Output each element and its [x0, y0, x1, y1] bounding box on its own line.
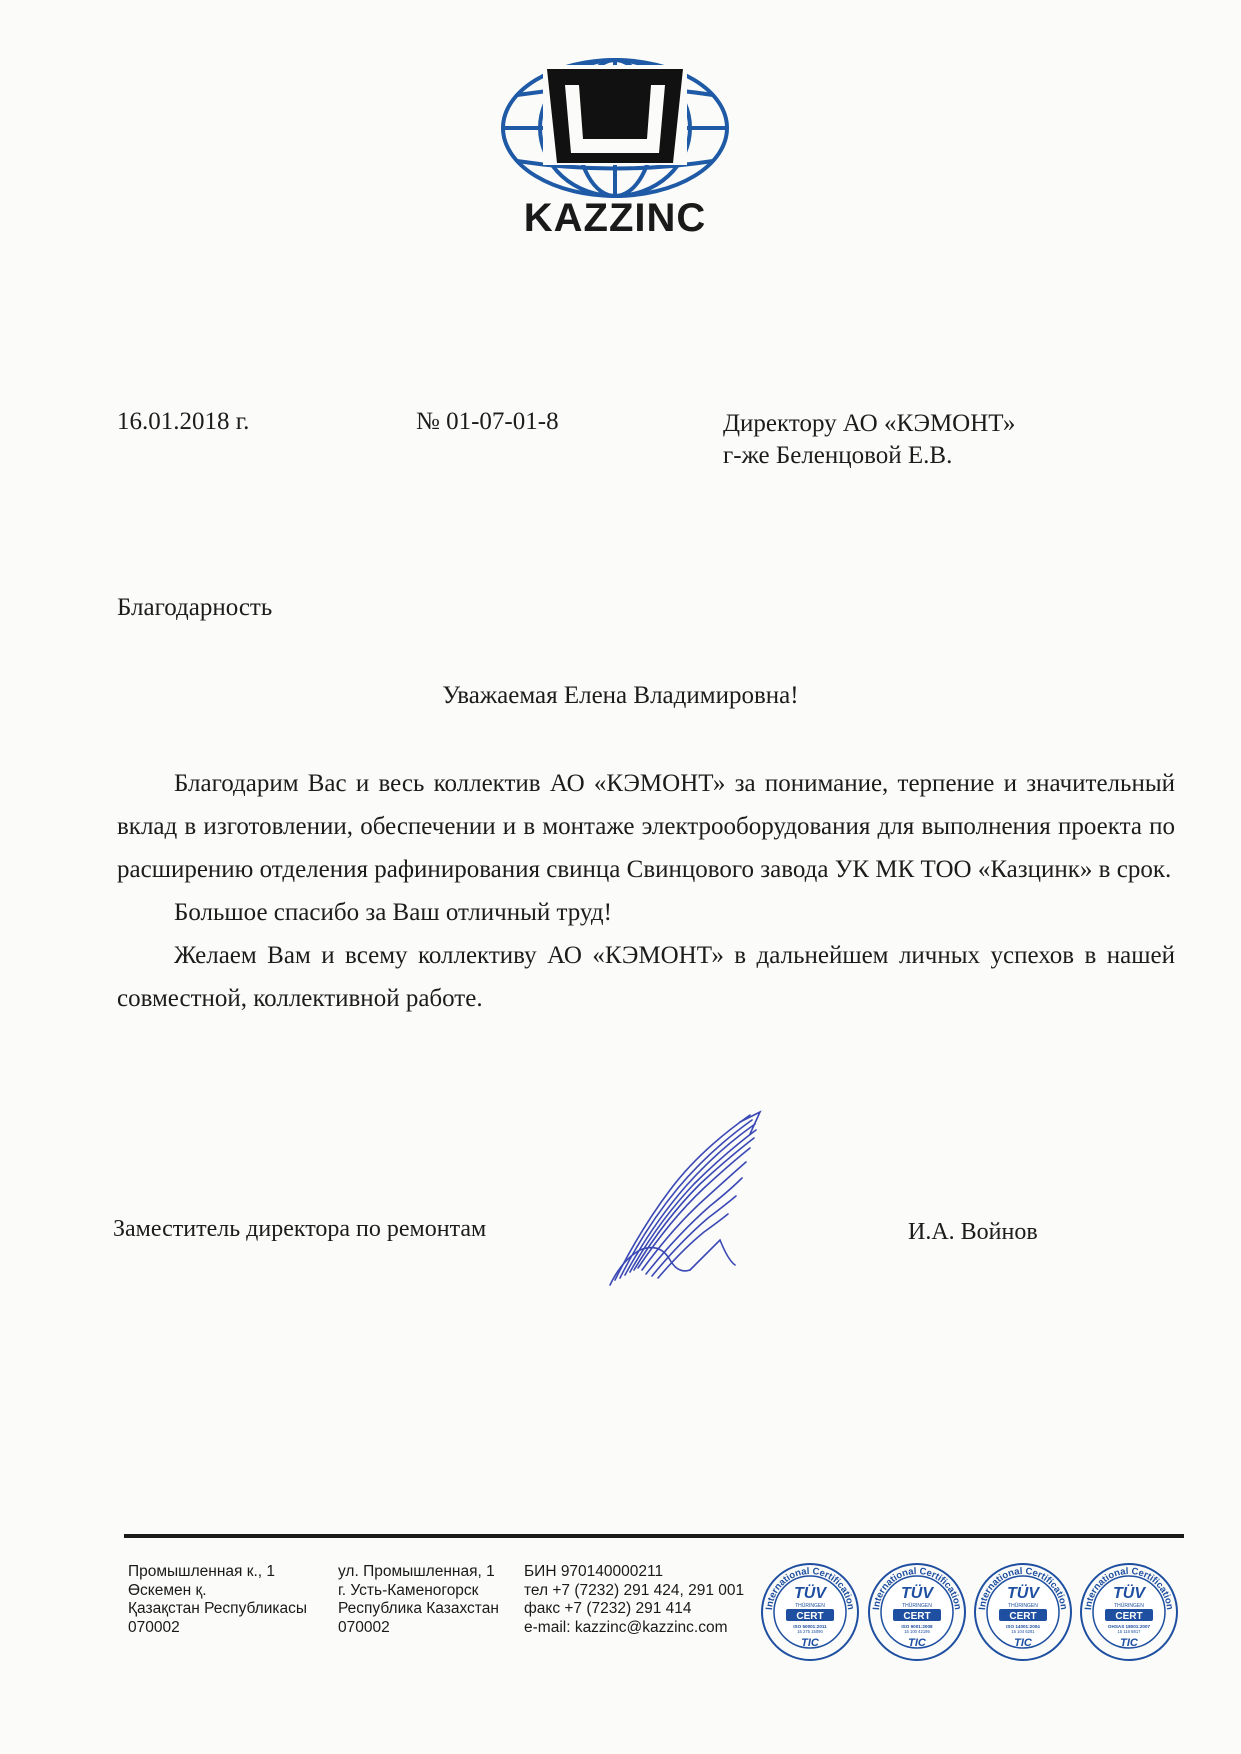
cert-region: THÜRINGEN	[902, 1603, 932, 1609]
body-paragraph-1: Благодарим Вас и весь коллектив АО «КЭМОНТ» за понимание, терпение и значительный вклад в изготовлении, обеспечении и в монтаже электрооборудования для выполнения проекта по расширению отделения рафинирования свинца Свинцового завода УК МК ТОО «Казцинк» в срок.	[117, 770, 1175, 883]
letter-number: № 01-07-01-8	[416, 408, 559, 435]
cert-label: CERT	[796, 1611, 824, 1622]
cert-region: THÜRINGEN	[1114, 1603, 1144, 1609]
tuv-cert-seal-1	[760, 1562, 860, 1662]
recipient-line-2: г-же Беленцовой Е.В.	[723, 442, 953, 469]
footer-kz-line: Промышленная к., 1	[128, 1563, 276, 1580]
tuv-cert-seal-4	[1079, 1562, 1179, 1662]
body-paragraph-2: Большое спасибо за Ваш отличный труд!	[174, 899, 612, 926]
cert-label: CERT	[1009, 1611, 1037, 1622]
footer-contacts	[524, 1563, 744, 1637]
body-paragraph-3: Желаем Вам и всему коллективу АО «КЭМОНТ» в дальнейшем личных успехов в нашей совместной, коллективной работе.	[117, 942, 1175, 1012]
footer-divider	[124, 1534, 1184, 1538]
footer-ru-line: г. Усть-Каменогорск	[338, 1581, 479, 1599]
cert-label: CERT	[903, 1611, 931, 1622]
salutation: Уважаемая Елена Владимировна!	[442, 682, 799, 709]
cert-standard: OHSAS 18001:2007	[1107, 1624, 1151, 1629]
cert-ring-text: International Certification	[1083, 1565, 1175, 1611]
cert-standard: ISO 9001:2008	[901, 1624, 933, 1629]
cert-region: THÜRINGEN	[1008, 1603, 1038, 1609]
cert-org: TIC	[1014, 1637, 1032, 1649]
cert-standard: ISO 50001:2011	[793, 1624, 827, 1629]
footer-kz-line: Қазақстан Республикасы	[128, 1600, 308, 1617]
cert-standard: ISO 14001:2004	[1006, 1624, 1040, 1629]
cert-reg: 15 275 15090	[797, 1629, 823, 1634]
letter-subject: Благодарность	[117, 594, 273, 621]
letter-body	[117, 762, 1175, 1020]
cert-label: CERT	[1115, 1611, 1143, 1622]
footer-phone: тел +7 (7232) 291 424, 291 001	[524, 1581, 745, 1599]
cert-ring-text: International Certification	[871, 1565, 963, 1611]
recipient-block	[723, 408, 1015, 472]
footer-kz-line: Өскемен қ.	[128, 1581, 207, 1599]
footer-ru-line: 070002	[338, 1618, 390, 1636]
footer-ru-line: ул. Промышленная, 1	[338, 1563, 495, 1580]
footer-bin: БИН 970140000211	[524, 1563, 664, 1580]
cert-org: TIC	[908, 1637, 926, 1649]
signer-title: Заместитель директора по ремонтам	[113, 1216, 487, 1242]
footer-address-ru	[338, 1563, 499, 1637]
tuv-cert-seal-3	[973, 1562, 1073, 1662]
cert-region: THÜRINGEN	[795, 1603, 825, 1609]
tuv-cert-seal-2	[867, 1562, 967, 1662]
cert-ring-text: International Certification	[764, 1565, 856, 1611]
cert-reg: 15 116 8817	[1117, 1629, 1141, 1634]
footer-fax: факс +7 (7232) 291 414	[524, 1600, 692, 1617]
cert-org: TIC	[801, 1637, 819, 1649]
footer-kz-line: 070002	[128, 1618, 180, 1636]
cert-brand: TÜV	[1007, 1585, 1039, 1602]
cert-reg: 15 104 6281	[1011, 1629, 1035, 1634]
recipient-line-1: Директору АО «КЭМОНТ»	[723, 410, 1016, 437]
cert-ring-text: International Certification	[977, 1565, 1069, 1611]
cert-org: TIC	[1120, 1637, 1138, 1649]
cert-brand: TÜV	[794, 1585, 826, 1602]
handwritten-signature	[600, 1110, 780, 1290]
footer-ru-line: Республика Казахстан	[338, 1600, 499, 1617]
footer-address-kz	[128, 1563, 307, 1637]
cert-reg: 15 100 42195	[904, 1629, 930, 1634]
signer-name: И.А. Войнов	[908, 1219, 1038, 1245]
cert-brand: TÜV	[901, 1585, 933, 1602]
footer-email: e-mail: kazzinc@kazzinc.com	[524, 1618, 728, 1636]
cert-brand: TÜV	[1113, 1585, 1145, 1602]
logo-wordmark: KAZZINC	[523, 196, 707, 240]
letter-date: 16.01.2018 г.	[117, 408, 250, 435]
